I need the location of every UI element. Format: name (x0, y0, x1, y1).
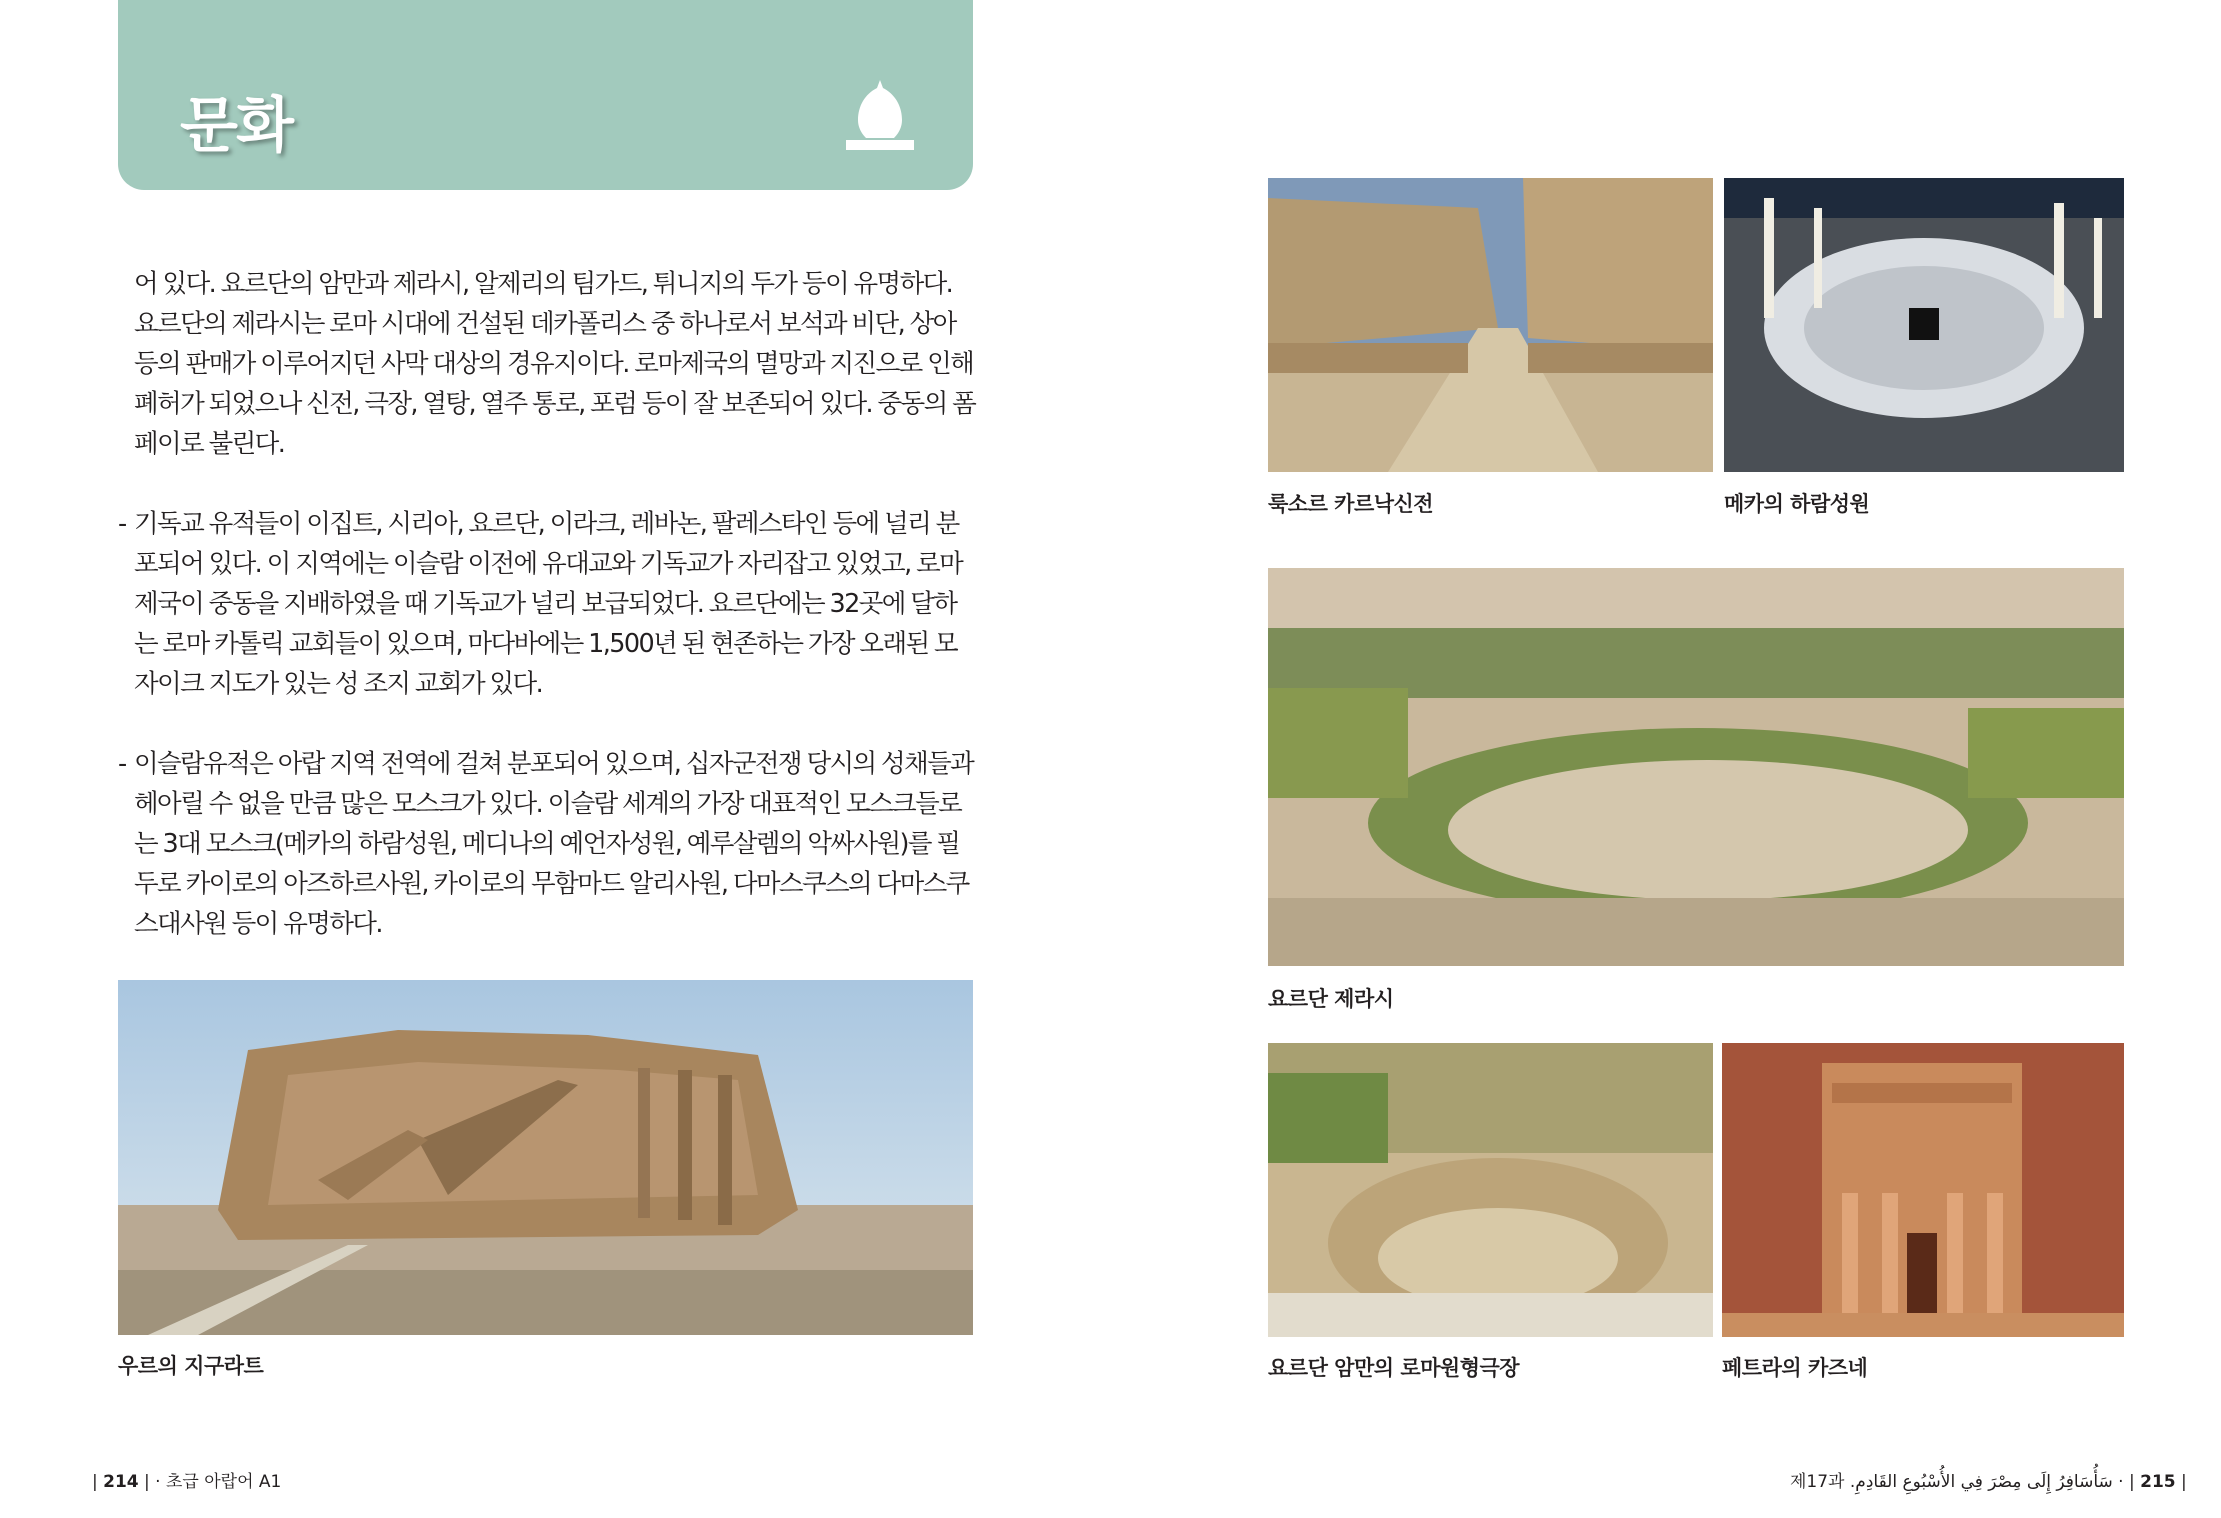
caption-ziggurat: 우르의 지구라트 (118, 1354, 264, 1378)
paragraph-text: 이슬람유적은 아랍 지역 전역에 걸쳐 분포되어 있으며, 십자군전쟁 당시의 성채들과 헤아릴 수 없을 만큼 많은 모스크가 있다. 이슬람 세계의 가장 대표적인 모스크들로는 3대 모스크(메카의 하람성원, 메디나의 예언자성원, 예루살렘의 악싸사원)를 필두로 카이로의 아즈하르사원, 카이로의 무함마드 알리사원, 다마스쿠스의 다마스쿠스대사원 등이 유명하다. (134, 749, 974, 939)
lesson-title-arabic: سَأُسَافِرُ إِلَى مِصْرَ فِي الأُسْبُوعِ القَادِمِ. (1849, 1472, 2113, 1492)
petra-photo (1722, 1043, 2124, 1337)
paragraph-christian-sites (118, 504, 976, 704)
caption-amman: 요르단 암만의 로마원형극장 (1268, 1356, 1520, 1380)
book-title: 초급 아랍어 A1 (165, 1472, 282, 1492)
caption-jerash: 요르단 제라시 (1268, 987, 1394, 1011)
caption-mecca: 메카의 하람성원 (1724, 492, 1870, 516)
caption-karnak: 룩소르 카르낙신전 (1268, 492, 1434, 516)
ziggurat-photo (118, 980, 973, 1335)
paragraph-islamic-sites (118, 744, 976, 944)
footer-left: | 214 | · 초급 아랍어 A1 (92, 1472, 282, 1492)
mosque-dome-icon (840, 80, 920, 152)
lesson-number: 제17과 (1790, 1472, 1845, 1492)
footer-right: 제17과 سَأُسَافِرُ إِلَى مِصْرَ فِي الأُسْبُوعِ القَادِمِ. · | 215 | (1790, 1472, 2187, 1492)
page-number-left: 214 (103, 1472, 139, 1492)
mecca-photo (1724, 178, 2124, 472)
caption-petra: 페트라의 카즈네 (1722, 1356, 1868, 1380)
page-number-right: 215 (2140, 1472, 2176, 1492)
paragraph-roman-sites (118, 264, 976, 464)
paragraph-text: 기독교 유적들이 이집트, 시리아, 요르단, 이라크, 레바논, 팔레스타인 등에 널리 분포되어 있다. 이 지역에는 이슬람 이전에 유대교와 기독교가 자리잡고 있었고, 로마제국이 중동을 지배하였을 때 기독교가 널리 보급되었다. 요르단에는 32곳에 달하는 로마 카톨릭 교회들이 있으며, 마다바에는 1,500년 된 현존하는 가장 오래된 모자이크 지도가 있는 성 조지 교회가 있다. (134, 509, 963, 699)
section-title: 문화 (180, 91, 292, 161)
bullet-dash: - (118, 509, 126, 539)
amman-theater-photo (1268, 1043, 1713, 1337)
karnak-photo (1268, 178, 1713, 472)
paragraph-text: 어 있다. 요르단의 암만과 제라시, 알제리의 팀가드, 튀니지의 두가 등이 유명하다. 요르단의 제라시는 로마 시대에 건설된 데카폴리스 중 하나로서 보석과 비단, 상아 등의 판매가 이루어지던 사막 대상의 경유지이다. 로마제국의 멸망과 지진으로 인해 폐허가 되었으나 신전, 극장, 열탕, 열주 통로, 포럼 등이 잘 보존되어 있다. 중동의 폼페이로 불린다. (134, 269, 976, 459)
jerash-photo (1268, 568, 2124, 966)
bullet-dash: - (118, 749, 126, 779)
